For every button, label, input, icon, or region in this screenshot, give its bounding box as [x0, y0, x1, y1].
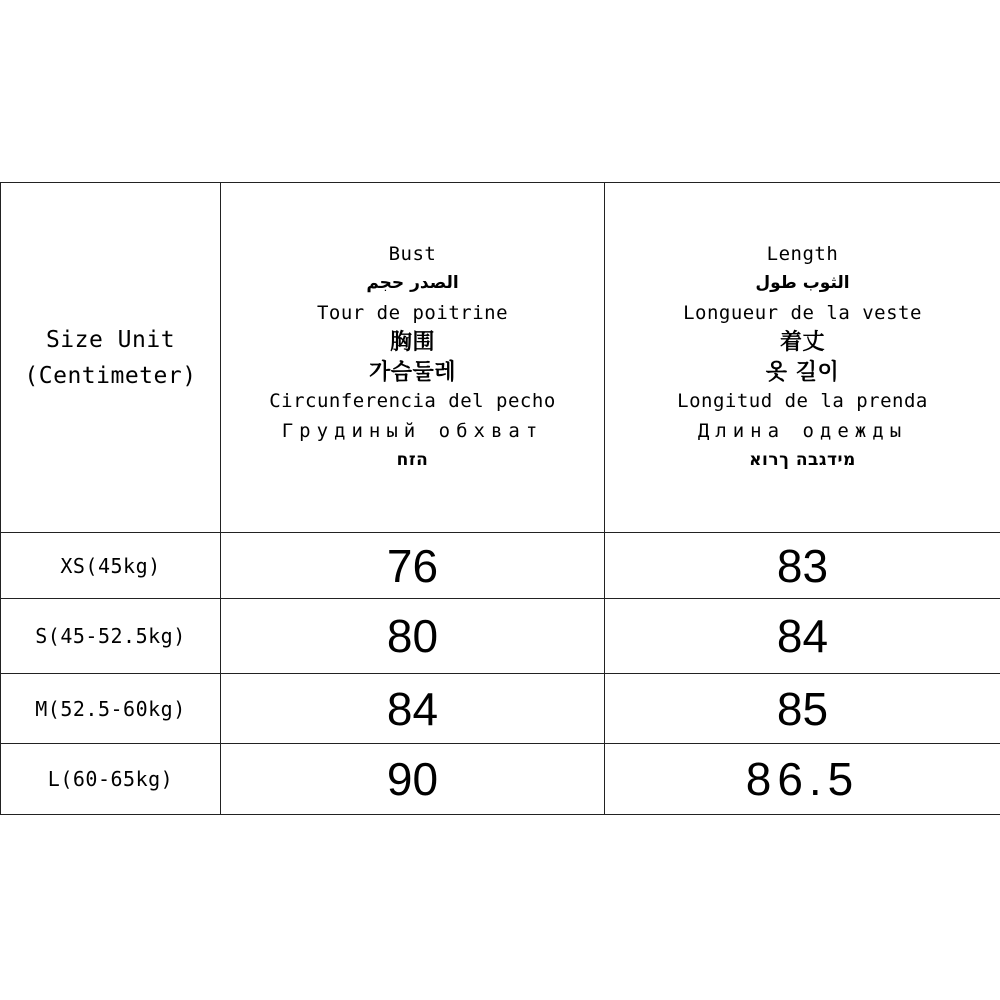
bust-cell — [221, 533, 605, 599]
bust-value: 80 — [386, 610, 439, 662]
bust-cell — [221, 599, 605, 674]
size-cell — [1, 599, 221, 674]
length-header-fr: Longueur de la veste — [683, 301, 922, 324]
bust-header-fr: Tour de poitrine — [316, 301, 509, 324]
size-unit-header — [1, 183, 221, 533]
size-cell — [1, 744, 221, 815]
bust-value: 90 — [386, 753, 439, 805]
length-value: 83 — [776, 539, 829, 592]
table-row — [1, 599, 1000, 674]
length-cell — [605, 744, 1000, 815]
length-value: 84 — [776, 610, 829, 662]
bust-header-en: Bust — [388, 242, 437, 265]
bust-header-ko: 가슴둘레 — [368, 359, 456, 385]
size-chart-table — [0, 182, 1000, 815]
table-row — [1, 674, 1000, 744]
bust-value: 84 — [386, 682, 439, 735]
table-row — [1, 744, 1000, 815]
size-cell — [1, 674, 221, 744]
length-header-ko: 옷 길이 — [765, 359, 840, 385]
length-header-en: Length — [766, 242, 839, 265]
length-header-ar: الثوب طول — [755, 273, 850, 293]
bust-cell — [221, 744, 605, 815]
bust-header-he: הזח — [396, 450, 429, 470]
header-row — [1, 183, 1000, 533]
length-header-zh: 着丈 — [779, 330, 825, 355]
length-header — [605, 183, 1000, 533]
size-unit-label: Size Unit — [45, 326, 176, 353]
size-label: M(52.5-60kg) — [35, 696, 186, 721]
length-header-ru: Длина одежды — [697, 419, 908, 442]
bust-value: 76 — [386, 539, 439, 592]
length-cell — [605, 674, 1000, 744]
length-header-he: מידגבה ךרוא — [749, 450, 856, 470]
bust-header — [221, 183, 605, 533]
unit-label: (Centimeter) — [24, 362, 197, 389]
size-label: XS(45kg) — [60, 553, 161, 578]
length-cell — [605, 599, 1000, 674]
length-value: 86.5 — [745, 753, 860, 805]
bust-header-zh: 胸围 — [389, 330, 435, 355]
bust-cell — [221, 674, 605, 744]
table-row — [1, 533, 1000, 599]
size-cell — [1, 533, 221, 599]
size-label: L(60-65kg) — [47, 767, 174, 791]
bust-header-ar: الصدر حجم — [366, 273, 459, 293]
length-cell — [605, 533, 1000, 599]
length-value: 85 — [776, 682, 829, 735]
bust-header-es: Circunferencia del pecho — [269, 390, 556, 412]
length-header-es: Longitud de la prenda — [677, 390, 928, 412]
bust-header-ru: Грудиный обхват — [281, 419, 544, 442]
size-label: S(45-52.5kg) — [35, 624, 186, 648]
